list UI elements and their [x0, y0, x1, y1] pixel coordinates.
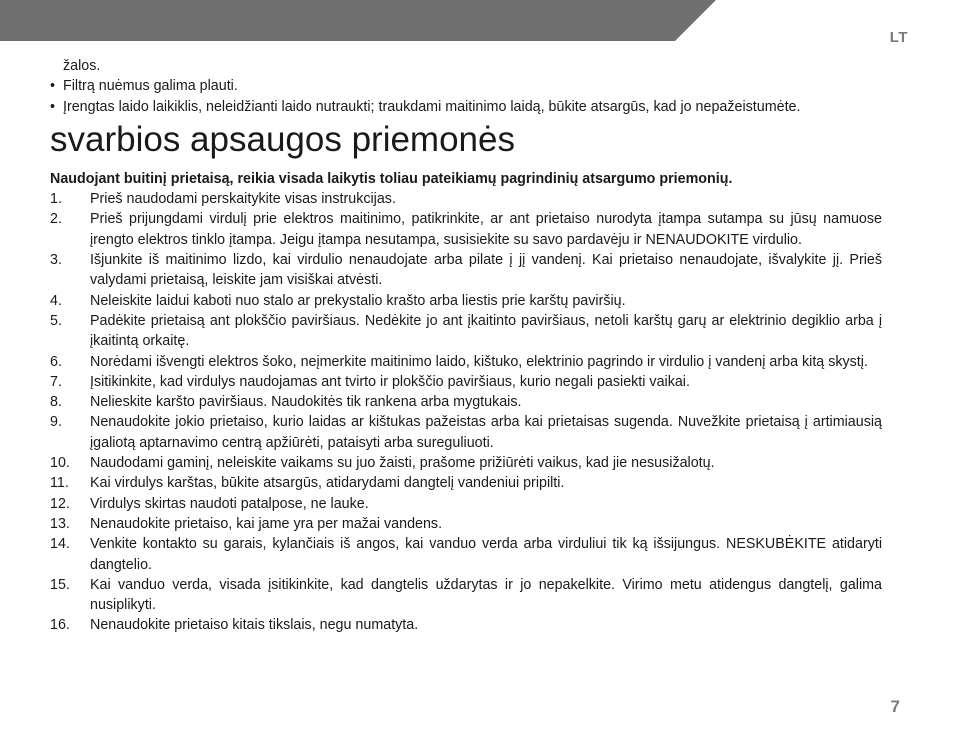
safety-rule-text: Išjunkite iš maitinimo lizdo, kai virdulio nenaudojate arba pilate į jį vandenį. Kai prietaiso nenaudojate, išvalykite jį. Prieš valydami prietaisą, leiskite jam visiškai atvėsti.: [90, 252, 882, 289]
safety-rule-number: 4.: [50, 292, 62, 309]
bullet-item: [50, 76, 882, 96]
safety-rule-text: Nenaudokite prietaiso, kai jame yra per mažai vandens.: [90, 515, 443, 532]
safety-rule-number: 5.: [50, 312, 62, 329]
bullet-dot: •: [50, 98, 56, 115]
page-content: [50, 56, 882, 636]
safety-rule-item: [50, 412, 882, 453]
bullet-dot: •: [50, 78, 56, 95]
safety-rule-number: 9.: [50, 414, 62, 431]
bullet-text: Filtrą nuėmus galima plauti.: [63, 78, 238, 95]
safety-rule-item: [50, 291, 882, 311]
safety-rule-item: [50, 189, 882, 209]
safety-rule-item: [50, 372, 882, 392]
safety-rule-number: 14.: [50, 536, 70, 553]
safety-rules-list: [50, 189, 882, 636]
safety-rule-text: Nelieskite karšto paviršiaus. Naudokitės tik rankena arba mygtukais.: [90, 394, 522, 411]
safety-rule-item: [50, 311, 882, 352]
page-number: 7: [890, 697, 900, 716]
safety-rule-item: [50, 494, 882, 514]
safety-rule-item: [50, 514, 882, 534]
safety-rule-item: [50, 615, 882, 635]
safety-rule-text: Venkite kontakto su garais, kylančiais iš angos, kai vanduo verda arba virduliui tik ką išsijungus. NESKUBĖKITE atidaryti dangtelio.: [90, 536, 882, 573]
safety-rule-text: Kai virdulys karštas, būkite atsargūs, atidarydami dangtelį vandeniui pripilti.: [90, 475, 565, 492]
bullet-item: [50, 97, 882, 117]
safety-rule-text: Prieš prijungdami virdulį prie elektros maitinimo, patikrinkite, ar ant prietaiso nurodyta įtampa sutampa su jūsų namuose įrengto elektros tinklo įtampa. Jeigu įtampa nesutampa, susisiekite su savo pardavėju ir NENAUDOKITE virdulio.: [90, 211, 882, 248]
safety-rule-text: Kai vanduo verda, visada įsitikinkite, kad dangtelis uždarytas ir jo nepakelkite. Virimo metu atidengus dangtelį, galima nusiplikyti.: [90, 576, 882, 614]
safety-rule-text: Prieš naudodami perskaitykite visas instrukcijas.: [90, 191, 396, 208]
safety-rule-text: Virdulys skirtas naudoti patalpose, ne lauke.: [90, 495, 369, 512]
bullet-text: Įrengtas laido laikiklis, neleidžianti laido nutraukti; traukdami maitinimo laidą, būkite atsargūs, kad jo nepažeistumėte.: [63, 98, 801, 115]
safety-rule-item: [50, 352, 882, 372]
bullet-list: [50, 76, 882, 117]
header-band-shape: [0, 0, 716, 41]
safety-rule-number: 10.: [50, 455, 70, 472]
safety-rule-number: 2.: [50, 211, 62, 228]
safety-rule-text: Neleiskite laidui kaboti nuo stalo ar prekystalio krašto arba liestis prie karštų paviršių.: [90, 292, 626, 309]
safety-rule-item: [50, 534, 882, 575]
safety-rule-text: Norėdami išvengti elektros šoko, neįmerkite maitinimo laido, kištuko, elektrinio pagrindo ir virdulio į vandenį arba kitą skystį.: [90, 353, 868, 370]
safety-rule-text: Nenaudokite jokio prietaiso, kurio laidas ar kištukas pažeistas arba kai prietaisas sugenda. Nuvežkite prietaisą į artimiausią įgaliotą aptarnavimo centrą apžiūrėti, pataisyti arba sureguliuoti.: [90, 414, 882, 451]
safety-rule-item: [50, 392, 882, 412]
header-band: [0, 0, 716, 41]
safety-rule-item: [50, 209, 882, 250]
safety-rule-number: 16.: [50, 617, 70, 634]
language-code: LT: [889, 29, 908, 46]
safety-rule-number: 6.: [50, 353, 62, 370]
section-title: svarbios apsaugos priemonės: [50, 119, 515, 159]
safety-rule-item: [50, 473, 882, 493]
section-intro: Naudojant buitinį prietaisą, reikia visada laikytis toliau pateikiamų pagrindinių atsargumo priemonių.: [50, 170, 733, 187]
safety-rule-number: 3.: [50, 252, 62, 269]
safety-rule-item: [50, 453, 882, 473]
safety-rule-text: Įsitikinkite, kad virdulys naudojamas ant tvirto ir plokščio paviršiaus, kurio negali pasiekti vaikai.: [90, 373, 690, 390]
safety-rule-text: Naudodami gaminį, neleiskite vaikams su juo žaisti, prašome prižiūrėti vaikus, kad jie nesusižalotų.: [90, 455, 715, 472]
continued-text: žalos.: [63, 58, 101, 74]
safety-rule-item: [50, 575, 882, 616]
safety-rule-item: [50, 250, 882, 291]
safety-rule-number: 8.: [50, 394, 62, 411]
safety-rule-number: 12.: [50, 495, 70, 512]
safety-rule-number: 13.: [50, 515, 70, 532]
safety-rule-text: Nenaudokite prietaiso kitais tikslais, negu numatyta.: [90, 617, 419, 634]
safety-rule-number: 7.: [50, 373, 62, 390]
safety-rule-number: 11.: [50, 475, 69, 492]
safety-rule-text: Padėkite prietaisą ant plokščio paviršiaus. Nedėkite jo ant įkaitinto paviršiaus, netoli karštų garų ar elektrinio degiklio arba į įkaitintą orkaitę.: [90, 312, 882, 350]
safety-rule-number: 1.: [50, 191, 62, 208]
safety-rule-number: 15.: [50, 576, 70, 593]
